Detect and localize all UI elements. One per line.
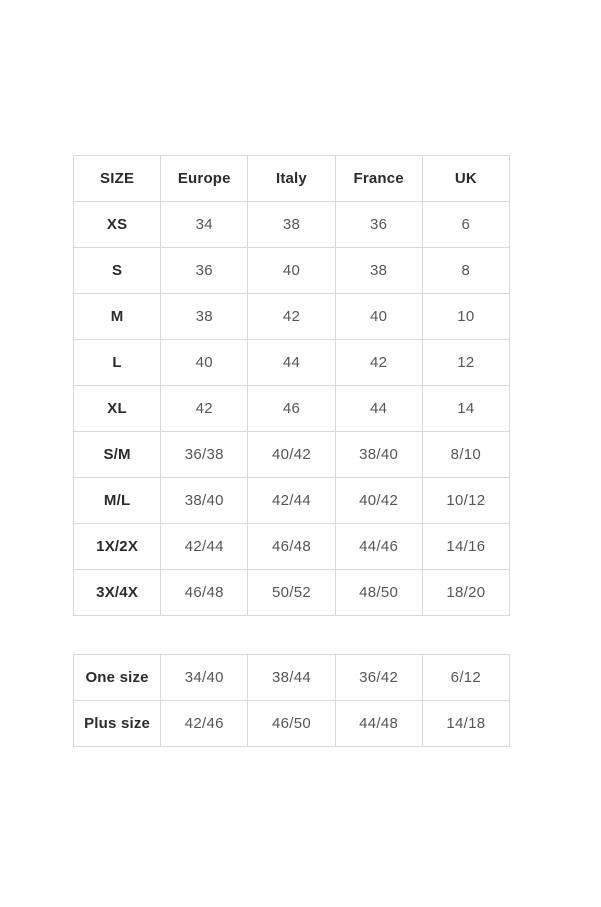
value-cell: 34 [161,202,248,248]
header-cell-uk: UK [422,156,509,202]
row-label-cell: Plus size [74,701,161,747]
value-cell: 46/50 [248,701,335,747]
row-label-cell: XL [74,386,161,432]
table-row [74,202,510,248]
value-cell: 38/40 [161,478,248,524]
value-cell: 14/18 [422,701,509,747]
row-label-cell: 1X/2X [74,524,161,570]
value-cell: 8/10 [422,432,509,478]
header-row [74,156,510,202]
value-cell: 36/38 [161,432,248,478]
value-cell: 6 [422,202,509,248]
value-cell: 42 [335,340,422,386]
row-label-cell: S/M [74,432,161,478]
value-cell: 18/20 [422,570,509,616]
row-label-cell: L [74,340,161,386]
table-row [74,570,510,616]
value-cell: 40/42 [335,478,422,524]
table-row [74,701,510,747]
table-row [74,386,510,432]
value-cell: 44/48 [335,701,422,747]
value-cell: 38 [161,294,248,340]
value-cell: 10/12 [422,478,509,524]
value-cell: 40 [248,248,335,294]
value-cell: 42 [248,294,335,340]
value-cell: 12 [422,340,509,386]
value-cell: 42 [161,386,248,432]
value-cell: 6/12 [422,655,509,701]
table-row [74,248,510,294]
value-cell: 38 [248,202,335,248]
row-label-cell: M/L [74,478,161,524]
size-conversion-table [73,155,510,616]
value-cell: 40 [335,294,422,340]
value-cell: 36 [161,248,248,294]
table-row [74,294,510,340]
value-cell: 14 [422,386,509,432]
value-cell: 36/42 [335,655,422,701]
value-cell: 42/46 [161,701,248,747]
row-label-cell: M [74,294,161,340]
value-cell: 8 [422,248,509,294]
value-cell: 48/50 [335,570,422,616]
header-cell-france: France [335,156,422,202]
value-cell: 46 [248,386,335,432]
value-cell: 38/44 [248,655,335,701]
value-cell: 40/42 [248,432,335,478]
row-label-cell: XS [74,202,161,248]
header-cell-size: SIZE [74,156,161,202]
value-cell: 10 [422,294,509,340]
table-row [74,524,510,570]
value-cell: 50/52 [248,570,335,616]
value-cell: 44 [335,386,422,432]
value-cell: 36 [335,202,422,248]
header-cell-europe: Europe [161,156,248,202]
value-cell: 42/44 [248,478,335,524]
table-row [74,432,510,478]
row-label-cell: S [74,248,161,294]
value-cell: 44/46 [335,524,422,570]
value-cell: 34/40 [161,655,248,701]
value-cell: 46/48 [248,524,335,570]
table-row [74,655,510,701]
value-cell: 42/44 [161,524,248,570]
table-row [74,340,510,386]
value-cell: 38/40 [335,432,422,478]
one-size-plus-size-table [73,654,510,747]
table-row [74,478,510,524]
value-cell: 46/48 [161,570,248,616]
row-label-cell: One size [74,655,161,701]
header-cell-italy: Italy [248,156,335,202]
row-label-cell: 3X/4X [74,570,161,616]
value-cell: 14/16 [422,524,509,570]
value-cell: 44 [248,340,335,386]
value-cell: 40 [161,340,248,386]
value-cell: 38 [335,248,422,294]
